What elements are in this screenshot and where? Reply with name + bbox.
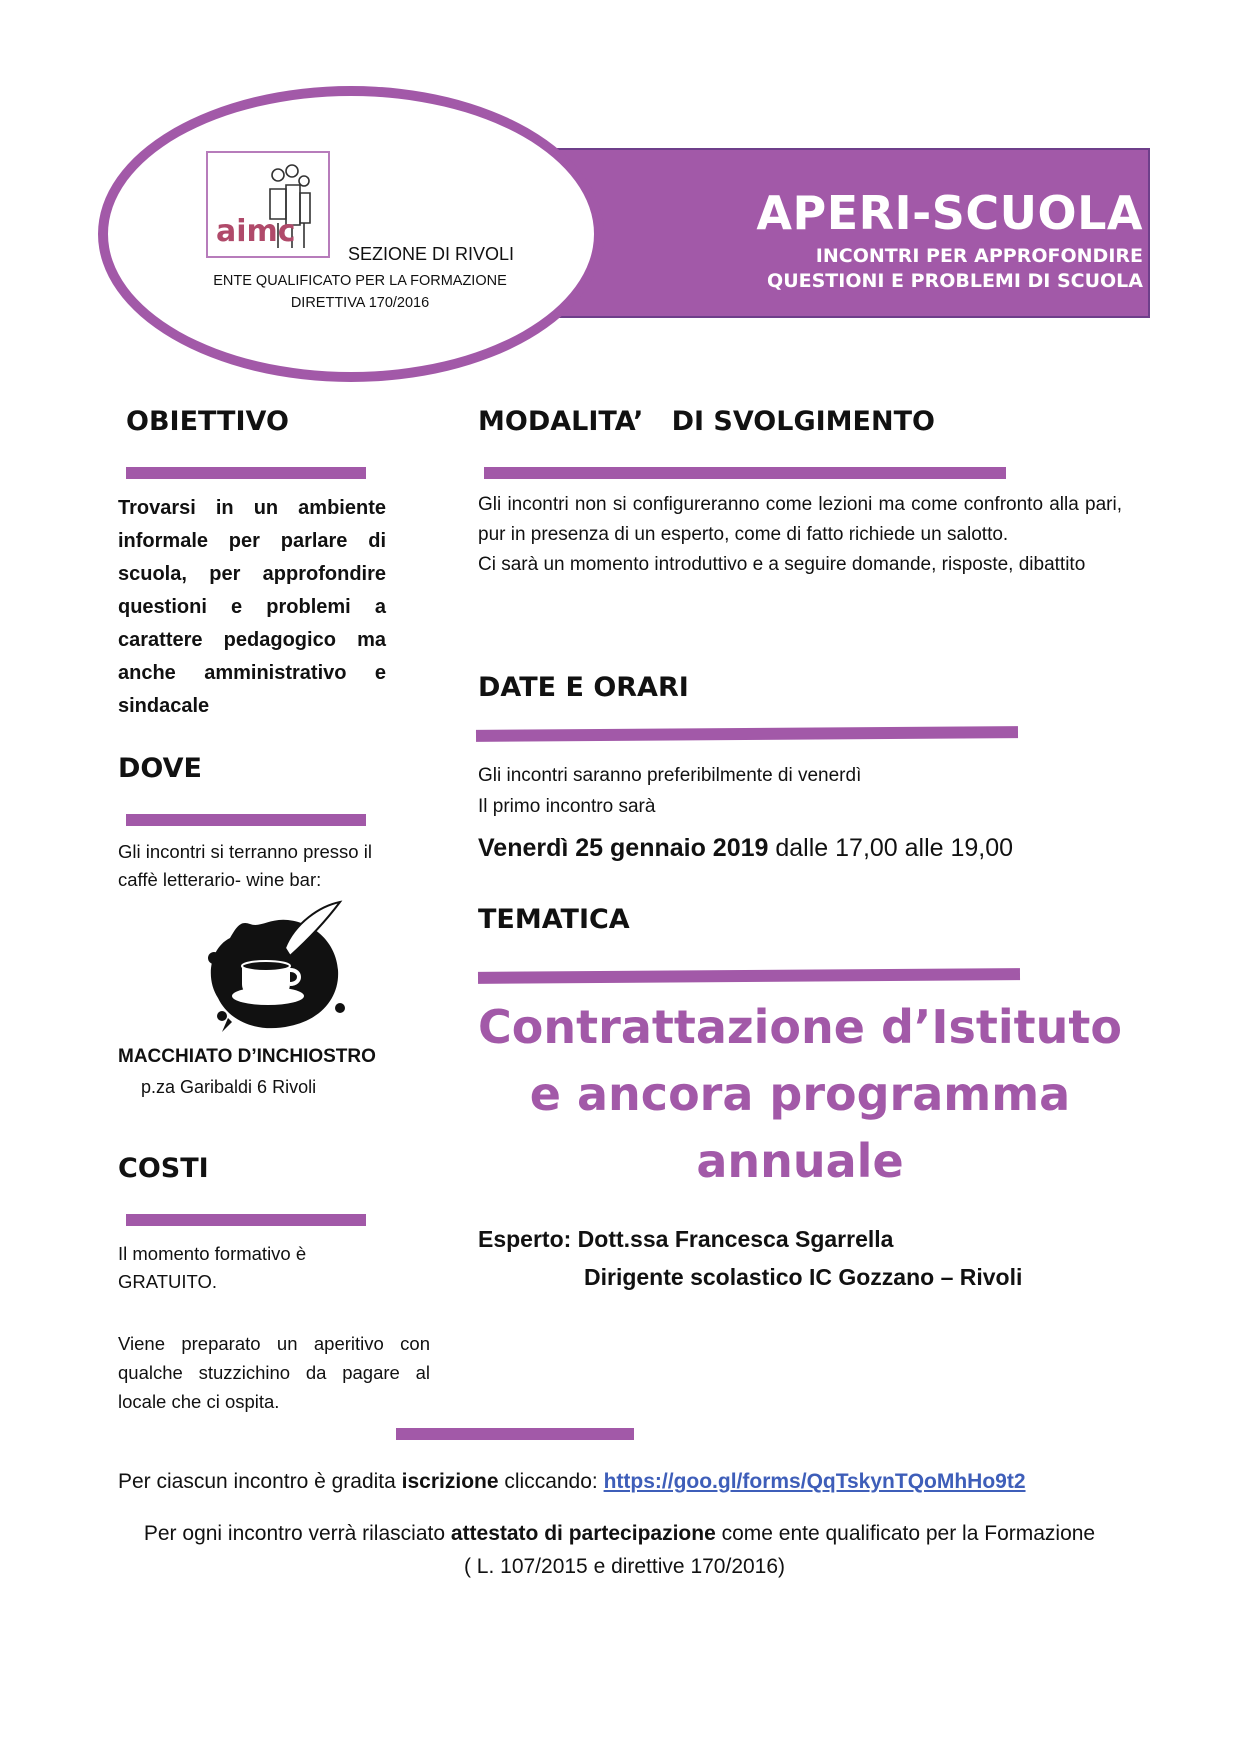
tematica-heading: TEMATICA (478, 904, 630, 935)
date-orari-text (478, 760, 861, 822)
date-orari-line-2: Il primo incontro sarà (478, 796, 656, 817)
modalita-para-1: Gli incontri non si configureranno come lezioni ma come confronto alla pari, pur in presenza di un esperto, come di fatto richiede un salotto. (478, 494, 1122, 545)
footer-attestato-b: attestato di partecipazione (450, 1522, 716, 1545)
footer-iscrizione-a: Per ciascun incontro è gradita (118, 1470, 402, 1493)
esperto-role: Dirigente scolastico IC Gozzano – Rivoli (584, 1264, 1023, 1290)
costi-aperitivo-text: Viene preparato un aperitivo con qualche stuzzichino da pagare al locale che ci ospita. (118, 1333, 430, 1412)
footer-iscrizione-line (118, 1470, 1026, 1494)
costi-free-line-1: Il momento formativo è (118, 1243, 307, 1264)
footer-attestato-line (0, 1517, 1239, 1550)
section-name: SEZIONE DI RIVOLI (348, 244, 515, 264)
header-subtitle (767, 244, 1143, 294)
header-title: APERI-SCUOLA (756, 186, 1143, 240)
modalita-text (478, 490, 1122, 580)
header-ellipse (98, 86, 604, 382)
first-meeting-time: dalle 17,00 alle 19,00 (768, 834, 1014, 862)
tematica-title (460, 994, 1140, 1195)
footer-law-reference: ( L. 107/2015 e direttive 170/2016) (463, 1555, 786, 1578)
costi-free-text (118, 1240, 306, 1296)
dove-text: Gli incontri si terranno presso il caffè letterario- wine bar: (118, 841, 372, 890)
tematica-title-line-3: annuale (696, 1134, 904, 1188)
aimc-logo-icon (208, 153, 328, 256)
first-meeting-day: Venerdì 25 gennaio 2019 (478, 834, 769, 862)
venue-name: MACCHIATO D’INCHIOSTRO (118, 1046, 376, 1067)
first-meeting-date (478, 834, 1013, 863)
date-orari-divider (476, 726, 1018, 742)
header-subtitle-line-2: QUESTIONI E PROBLEMI DI SCUOLA (767, 270, 1143, 292)
venue-logo (200, 898, 350, 1038)
dove-heading: DOVE (118, 753, 202, 784)
date-orari-heading: DATE E ORARI (478, 672, 689, 703)
footer-attestato-a: Per ogni incontro verrà rilasciato (143, 1522, 451, 1545)
ink-coffee-cup-icon (200, 898, 350, 1038)
footer-attestato (0, 1517, 1239, 1583)
dove-divider (126, 814, 366, 826)
ente-line-1: ENTE QUALIFICATO PER LA FORMAZIONE (213, 273, 507, 289)
esperto-label: Esperto: Dott.ssa Francesca Sgarrella (478, 1226, 894, 1252)
aimc-logo (206, 151, 330, 258)
tematica-divider (478, 968, 1020, 984)
costi-heading: COSTI (118, 1153, 209, 1184)
tematica-title-line-2: e ancora programma (529, 1067, 1071, 1121)
costi-free-line-2: GRATUITO. (118, 1271, 218, 1292)
footer-divider (396, 1428, 634, 1440)
obiettivo-text: Trovarsi in un ambiente informale per parlare di scuola, per approfondire questioni e problemi a carattere pedagogico ma anche amministrativo e sindacale (118, 497, 386, 717)
footer-iscrizione-b: iscrizione (401, 1470, 499, 1493)
modalita-heading: MODALITA’ DI SVOLGIMENTO (478, 406, 935, 437)
header-subtitle-line-1: INCONTRI PER APPROFONDIRE (815, 245, 1143, 267)
logo-text: aimc (216, 214, 296, 249)
venue-address: p.za Garibaldi 6 Rivoli (141, 1077, 317, 1097)
modalita-divider (484, 467, 1006, 479)
ente-line-2: DIRETTIVA 170/2016 (290, 295, 430, 311)
footer-iscrizione-c: cliccando: (498, 1470, 604, 1493)
tematica-title-line-1: Contrattazione d’Istituto (478, 1000, 1122, 1054)
modalita-para-2: Ci sarà un momento introduttivo e a seguire domande, risposte, dibattito (478, 554, 1086, 575)
costi-divider (126, 1214, 366, 1226)
ente-qualification (200, 270, 520, 314)
obiettivo-heading: OBIETTIVO (126, 406, 289, 437)
registration-link[interactable]: https://goo.gl/forms/QqTskynTQoMhHo9t2 (603, 1470, 1026, 1493)
footer-attestato-c: come ente qualificato per la Formazione (715, 1522, 1096, 1545)
obiettivo-divider (126, 467, 366, 479)
date-orari-line-1: Gli incontri saranno preferibilmente di venerdì (478, 765, 862, 786)
